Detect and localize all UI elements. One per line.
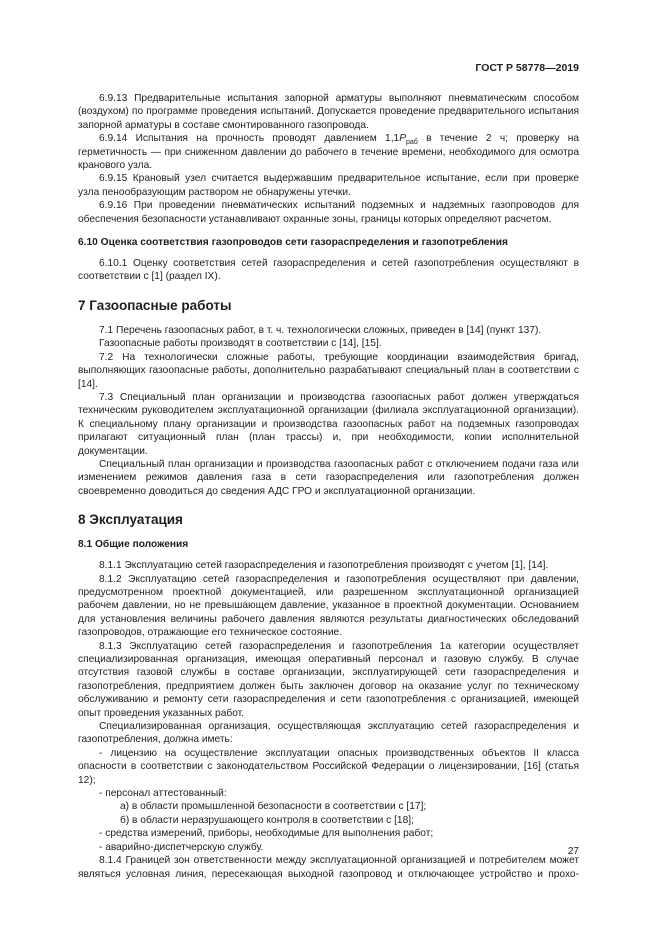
section-heading-7: 7 Газоопасные работы <box>78 297 232 313</box>
heading-6-10: 6.10 Оценка соответствия газопроводов сети газораспределения и газопотребления <box>78 237 508 249</box>
paragraph-6-9-14-start: 6.9.14 Испытания на прочность проводят давлением 1,1 <box>99 133 400 145</box>
paragraph-6-9-14 <box>78 132 579 172</box>
standard-code-header: ГОСТ Р 58778—2019 <box>475 62 579 74</box>
list-item: - аварийно-диспетчерскую службу. <box>99 841 264 853</box>
paragraph-7-3: 7.3 Специальный план организации и производства газоопасных работ должен утверждаться техническим руководителем эксплуатационной организации (филиала эксплуатационной организации). К специальному плану организации и производства газоопасных работ на подземных газопроводах прилагают ситуационный план (план трассы) и, при необходимости, копии исполнительной документации. <box>78 391 579 457</box>
section-heading-8: 8 Эксплуатация <box>78 512 183 528</box>
paragraph-7-2: 7.2 На технологически сложные работы, требующие координации взаимодействия бригад, выполняющих газоопасные работы, дополнительно разрабатывают специальный план в соответствии с [14]. <box>78 351 579 390</box>
paragraph-7-1-continued: Газоопасные работы производят в соответствии с [14], [15]. <box>99 338 382 350</box>
paragraph-8-1-2: 8.1.2 Эксплуатацию сетей газораспределения и газопотребления осуществляют при давлении, предусмотренном проектной документацией, или разрешенном эксплуатационной организацией рабочем давлении, но не превышающем давление, указанное в проектной документации. Основанием для установления величины рабочего давления являются результаты диагностических обследований газопроводов, отражающие его техническое состояние. <box>78 573 579 639</box>
paragraph-8-1-1: 8.1.1 Эксплуатацию сетей газораспределения и газопотребления производят с учетом [1], [14]. <box>99 560 549 572</box>
paragraph-6-10-1: 6.10.1 Оценку соответствия сетей газораспределения и сетей газопотребления осуществляют в соответствии с [1] (раздел IX). <box>78 258 579 283</box>
pressure-symbol: P <box>399 133 406 145</box>
paragraph-7-3-continued: Специальный план организации и производства газоопасных работ с отключением подачи газа или изменением режимов давления газа в сети газораспределения или газопотребления должен своевременно доводиться до сведения АДС ГРО и эксплуатационной организации. <box>78 458 579 497</box>
paragraph-6-9-15: 6.9.15 Крановый узел считается выдержавшим предварительное испытание, если при проверке узла пенообразующим раствором не обнаружены утечки. <box>78 173 579 198</box>
list-item: - лицензию на осуществление эксплуатации опасных производственных объектов II класса опасности в соответствии с законодательством Российской Федерации о лицензировании, [16] (статья 12); <box>78 747 579 786</box>
paragraph-7-1: 7.1 Перечень газоопасных работ, в т. ч. технологически сложных, приведен в [14] (пункт 137). <box>99 324 542 336</box>
list-item: - персонал аттестованный: <box>99 788 227 800</box>
paragraph-6-9-16: 6.9.16 При проведении пневматических испытаний подземных и надземных газопроводов для обеспечения безопасности устанавливают охранные зоны, границы которых определяют расчетом. <box>78 200 579 225</box>
paragraph-8-1-3-continued: Специализированная организация, осуществляющая эксплуатацию сетей газораспределения и газопотребления, должна иметь: <box>78 721 579 746</box>
paragraph-6-9-13: 6.9.13 Предварительные испытания запорной арматуры выполняют пневматическим способом (воздухом) по программе проведения испытаний. Допускается проведение предварительного испытания запорной арматуры в составе смонтированного газопровода. <box>78 93 579 131</box>
list-item: - средства измерений, приборы, необходимые для выполнения работ; <box>99 828 434 840</box>
sublist-item: б) в области неразрушающего контроля в соответствии с [18]; <box>120 814 414 826</box>
paragraph-8-1-3: 8.1.3 Эксплуатацию сетей газораспределения и газопотребления 1а категории осуществляет специализированная организация, имеющая оперативный персонал и газовую службу. В случае отсутствия газовой службы в составе организации, эксплуатирующей сети газораспределения и газопотребления, предприятием должен быть заключен договор на оказание услуг по техническому обслуживанию и ремонту сети газораспределения и сети газопотребления с организацией, имеющей опыт проведения указанных работ. <box>78 640 579 719</box>
page-content <box>78 92 579 881</box>
sublist-item: а) в области промышленной безопасности в соответствии с [17]; <box>120 801 427 813</box>
page-number: 27 <box>567 846 579 857</box>
paragraph-6-9-14-end: в течение 2 ч; проверку на герметичность — при сниженном давлении до рабочего в течение времени, необходимого для осмотра кранового узла. <box>78 133 579 172</box>
paragraph-8-1-4: 8.1.4 Границей зон ответственности между эксплуатационной организацией и потребителем может являться условная линия, пересекающая выходной газопровод и отключающее устройство и прохо- <box>78 855 579 880</box>
heading-8-1: 8.1 Общие положения <box>78 539 189 551</box>
pressure-subscript: раб <box>406 139 418 147</box>
